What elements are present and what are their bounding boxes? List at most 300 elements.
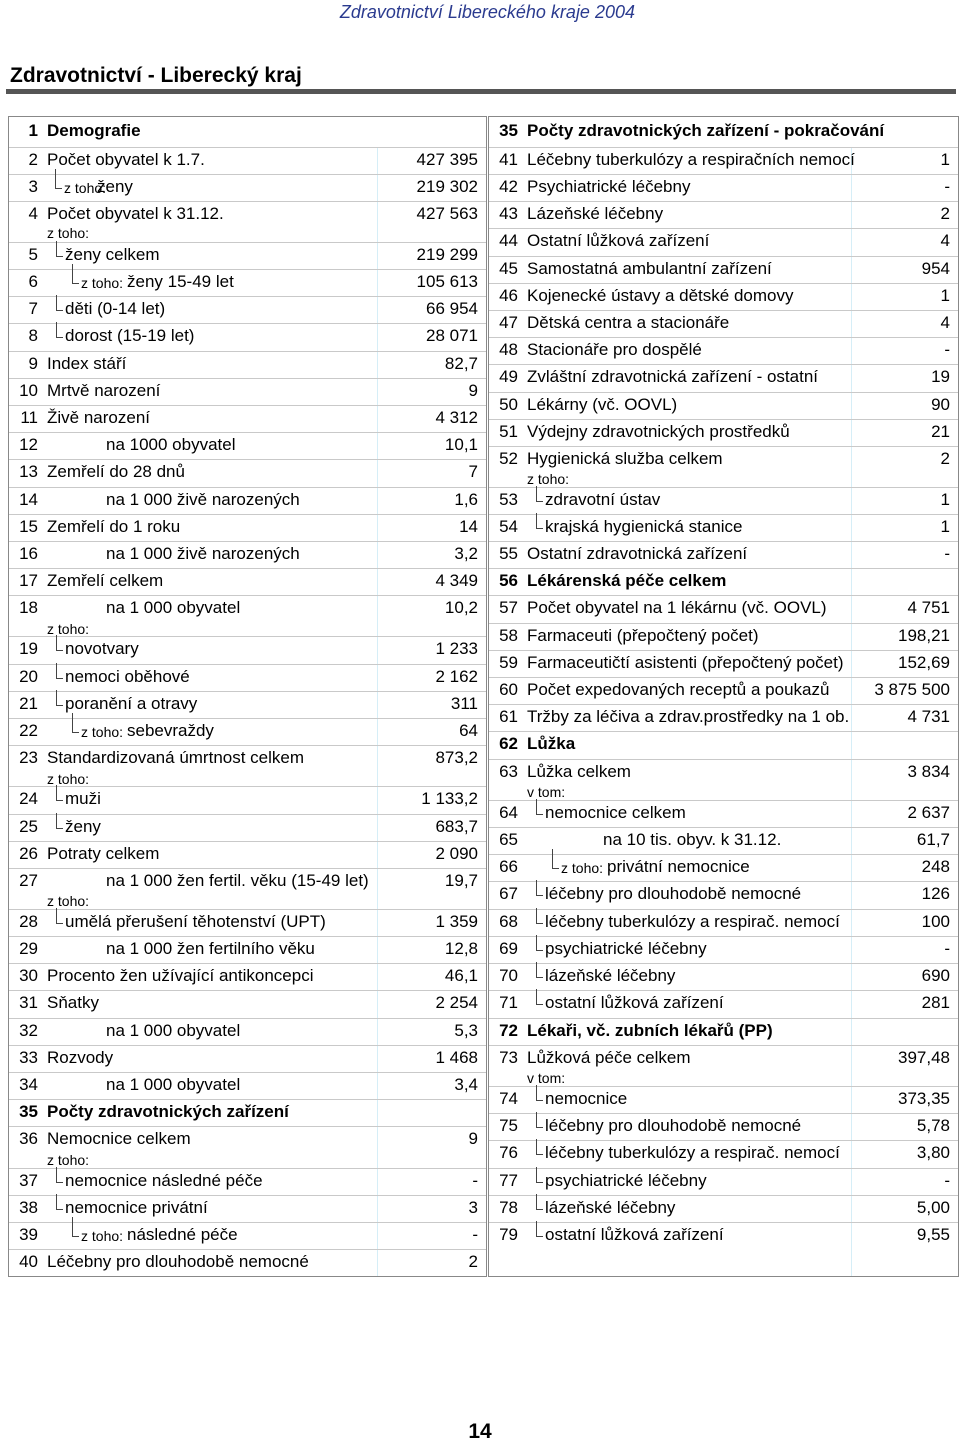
row-value: 21: [931, 422, 950, 441]
row-value: 954: [921, 259, 950, 278]
row-value: 12,8: [444, 939, 478, 958]
row-separator: [9, 541, 486, 542]
row-value: 9: [468, 381, 478, 400]
row-label: na 1 000 obyvatel: [106, 598, 241, 617]
row-number: 40: [19, 1252, 38, 1271]
table-row: [489, 571, 958, 593]
row-separator: [489, 759, 958, 760]
row-separator: [489, 174, 958, 175]
table-row: [9, 150, 486, 172]
row-label: ženy: [97, 177, 133, 196]
tree-connector: [72, 1217, 73, 1236]
row-label: psychiatrické léčebny: [545, 939, 707, 958]
table-row: [489, 1089, 958, 1111]
table-row: [489, 1198, 958, 1220]
row-number: 53: [499, 490, 518, 509]
tree-connector: [536, 935, 537, 950]
tree-connector: [536, 1154, 543, 1155]
row-number: 29: [19, 939, 38, 958]
row-label: Počet expedovaných receptů a poukazů: [527, 680, 830, 699]
row-value: 373,35: [898, 1089, 950, 1108]
table-row: [489, 1143, 958, 1165]
row-label: ženy: [65, 817, 101, 836]
row-value: 198,21: [898, 626, 950, 645]
row-separator: [489, 623, 958, 624]
tree-connector: [536, 977, 543, 978]
row-value: 2 162: [435, 667, 478, 686]
row-value: 126: [921, 884, 950, 903]
row-label: děti (0-14 let): [65, 299, 166, 318]
tree-connector: [56, 828, 63, 829]
table-row: [9, 721, 486, 743]
row-value: -: [472, 1225, 478, 1244]
row-separator: [9, 990, 486, 991]
row-separator: [489, 1045, 958, 1046]
table-row: [489, 177, 958, 199]
table-row: [9, 1129, 486, 1151]
row-value: 19: [931, 367, 950, 386]
row-value: 10,2: [444, 598, 478, 617]
tree-connector: [56, 1194, 57, 1209]
row-separator: [9, 745, 486, 746]
row-label: privátní nemocnice: [607, 857, 750, 876]
row-number: 66: [499, 857, 518, 876]
tree-connector: [552, 868, 559, 869]
row-value: 3,80: [916, 1143, 950, 1162]
row-value: 427 563: [416, 204, 478, 223]
row-separator: [489, 909, 958, 910]
table-row: [489, 449, 958, 471]
left-table-panel: [8, 116, 487, 1277]
table-row: [489, 993, 958, 1015]
table-row: [489, 653, 958, 675]
row-label: Lékárenská péče celkem: [527, 571, 727, 590]
row-label: ženy celkem: [65, 245, 160, 264]
row-number: 64: [499, 803, 518, 822]
row-separator: [9, 459, 486, 460]
row-number: 32: [19, 1021, 38, 1040]
row-label: na 10 tis. obyv. k 31.12.: [603, 830, 782, 849]
row-separator: [489, 650, 958, 651]
tree-connector: [536, 908, 537, 923]
row-label: lázeňské léčebny: [545, 1198, 676, 1217]
row-label: Počty zdravotnických zařízení: [47, 1102, 289, 1121]
row-number: 24: [19, 789, 38, 808]
tree-connector: [56, 635, 57, 650]
row-value: -: [472, 1171, 478, 1190]
tree-connector: [536, 799, 537, 814]
tree-connector: [56, 322, 57, 337]
row-value: 1: [940, 286, 950, 305]
row-prefix-note: z toho:: [561, 860, 604, 876]
row-label: Počet obyvatel k 1.7.: [47, 150, 205, 169]
table-row: [9, 993, 486, 1015]
row-number: 2: [28, 150, 38, 169]
tree-connector: [536, 1221, 537, 1236]
row-number: 9: [28, 354, 38, 373]
table-row: [9, 966, 486, 988]
row-separator: [9, 1018, 486, 1019]
table-row: [489, 626, 958, 648]
table-row: [489, 367, 958, 389]
row-label: Farmaceutičtí asistenti (přepočtený počet): [527, 653, 844, 672]
row-separator: [489, 147, 958, 148]
row-number: 77: [499, 1171, 518, 1190]
row-separator: [489, 963, 958, 964]
table-row: [9, 1171, 486, 1193]
subgroup-note: z toho:: [47, 1152, 90, 1168]
row-label: poranění a otravy: [65, 694, 198, 713]
row-label: nemocnice: [545, 1089, 628, 1108]
table-row: [489, 803, 958, 825]
row-number: 47: [499, 313, 518, 332]
row-number: 3: [28, 177, 38, 196]
row-label: Zemřelí do 1 roku: [47, 517, 181, 536]
row-number: 37: [19, 1171, 38, 1190]
tree-connector: [536, 1209, 543, 1210]
row-separator: [9, 936, 486, 937]
table-row: [489, 150, 958, 172]
table-row: [9, 789, 486, 811]
table-row: [489, 680, 958, 702]
table-row: [9, 354, 486, 376]
table-row: [9, 1048, 486, 1070]
table-row: [489, 204, 958, 226]
row-number: 38: [19, 1198, 38, 1217]
row-label: na 1 000 žen fertil. věku (15-49 let): [106, 871, 369, 890]
row-value: 100: [921, 912, 950, 931]
row-number: 17: [19, 571, 38, 590]
table-row: [9, 408, 486, 430]
row-number: 20: [19, 667, 38, 686]
row-separator: [489, 854, 958, 855]
tree-connector: [536, 1236, 543, 1237]
table-row: [9, 204, 486, 226]
row-separator: [489, 419, 958, 420]
row-separator: [9, 1249, 486, 1250]
row-number: 15: [19, 517, 38, 536]
table-row: [9, 435, 486, 457]
row-value: -: [944, 340, 950, 359]
row-number: 28: [19, 912, 38, 931]
row-label: Léčebny tuberkulózy a respiračních nemocí: [527, 150, 855, 169]
tree-connector: [72, 1236, 79, 1237]
row-label: ženy 15-49 let: [127, 272, 234, 291]
row-separator: [9, 147, 486, 148]
row-separator: [489, 446, 958, 447]
row-number: 35: [19, 1102, 38, 1121]
row-label: krajská hygienická stanice: [545, 517, 743, 536]
row-number: 34: [19, 1075, 38, 1094]
row-label: umělá přerušení těhotenství (UPT): [65, 912, 326, 931]
row-separator: [489, 1086, 958, 1087]
row-number: 23: [19, 748, 38, 767]
row-separator: [489, 201, 958, 202]
row-separator: [489, 704, 958, 705]
row-prefix-note: z toho:: [81, 724, 124, 740]
row-label: nemoci oběhové: [65, 667, 190, 686]
row-label: ostatní lůžková zařízení: [545, 1225, 724, 1244]
row-number: 48: [499, 340, 518, 359]
page-title: Zdravotnictví - Liberecký kraj: [10, 64, 302, 87]
tree-connector: [56, 663, 57, 678]
table-row: [9, 844, 486, 866]
row-label: Samostatná ambulantní zařízení: [527, 259, 772, 278]
row-label: Lékaři, vč. zubních lékařů (PP): [527, 1021, 773, 1040]
row-separator: [489, 514, 958, 515]
row-value: 3,4: [454, 1075, 478, 1094]
row-separator: [9, 664, 486, 665]
row-separator: [489, 1195, 958, 1196]
row-number: 21: [19, 694, 38, 713]
row-separator: [9, 432, 486, 433]
table-row: [489, 1116, 958, 1138]
row-value: 397,48: [898, 1048, 950, 1067]
row-number: 59: [499, 653, 518, 672]
row-label: sebevraždy: [127, 721, 214, 740]
table-row: [489, 231, 958, 253]
row-separator: [489, 337, 958, 338]
row-value: 3 875 500: [874, 680, 950, 699]
row-value: 2 090: [435, 844, 478, 863]
row-label: na 1 000 živě narozených: [106, 544, 300, 563]
row-separator: [9, 1126, 486, 1127]
row-number: 79: [499, 1225, 518, 1244]
row-number: 55: [499, 544, 518, 563]
tree-connector: [72, 732, 79, 733]
subgroup-note: z toho:: [47, 225, 90, 241]
row-separator: [9, 568, 486, 569]
subgroup-note: z toho:: [47, 893, 90, 909]
table-row: [489, 707, 958, 729]
row-separator: [489, 1018, 958, 1019]
row-value: 2: [940, 204, 950, 223]
row-label: Potraty celkem: [47, 844, 160, 863]
row-separator: [9, 351, 486, 352]
row-value: 1: [940, 150, 950, 169]
row-separator: [489, 364, 958, 365]
row-separator: [9, 1195, 486, 1196]
row-separator: [9, 1099, 486, 1100]
table-row: [9, 871, 486, 893]
tree-connector: [56, 800, 63, 801]
row-number: 46: [499, 286, 518, 305]
tree-connector: [536, 814, 543, 815]
row-number: 26: [19, 844, 38, 863]
row-label: novotvary: [65, 639, 139, 658]
row-separator: [489, 595, 958, 596]
row-label: Zemřelí do 28 dnů: [47, 462, 185, 481]
row-value: 3 834: [907, 762, 950, 781]
table-row: [489, 259, 958, 281]
row-number: 78: [499, 1198, 518, 1217]
row-number: 68: [499, 912, 518, 931]
tree-connector: [536, 962, 537, 977]
row-value: 90: [931, 395, 950, 414]
row-value: 5,00: [916, 1198, 950, 1217]
row-value: 3,2: [454, 544, 478, 563]
row-value: 1 133,2: [421, 789, 478, 808]
row-separator: [9, 1168, 486, 1169]
running-header: Zdravotnictví Libereckého kraje 2004: [339, 2, 635, 22]
title-rule: [6, 89, 956, 94]
row-label: muži: [65, 789, 101, 808]
table-row: [489, 395, 958, 417]
table-row: [9, 272, 486, 294]
tree-connector: [536, 1127, 543, 1128]
row-number: 41: [499, 150, 518, 169]
row-number: 12: [19, 435, 38, 454]
table-row: [489, 1021, 958, 1043]
row-label: na 1 000 obyvatel: [106, 1075, 241, 1094]
row-separator: [489, 1168, 958, 1169]
row-value: 2: [468, 1252, 478, 1271]
tree-connector: [536, 528, 543, 529]
row-value: 2 637: [907, 803, 950, 822]
row-label: nemocnice celkem: [545, 803, 686, 822]
tree-connector: [536, 989, 537, 1004]
row-value: 4: [940, 313, 950, 332]
row-label: nemocnice následné péče: [65, 1171, 263, 1190]
row-value: 5,3: [454, 1021, 478, 1040]
tree-connector: [536, 1112, 537, 1127]
row-label: léčebny pro dlouhodobě nemocné: [545, 1116, 802, 1135]
tree-connector: [536, 1194, 537, 1209]
table-row: [489, 884, 958, 906]
row-number: 35: [499, 121, 518, 140]
tree-connector: [536, 486, 537, 501]
page-number: 14: [468, 1420, 492, 1443]
tree-connector: [55, 169, 56, 188]
row-separator: [489, 881, 958, 882]
row-number: 75: [499, 1116, 518, 1135]
table-row: [9, 817, 486, 839]
row-separator: [489, 392, 958, 393]
row-number: 49: [499, 367, 518, 386]
row-label: léčebny pro dlouhodobě nemocné: [545, 884, 802, 903]
row-label: Psychiatrické léčebny: [527, 177, 691, 196]
row-value: -: [944, 939, 950, 958]
row-separator: [489, 228, 958, 229]
row-label: Výdejny zdravotnických prostředků: [527, 422, 790, 441]
row-separator: [489, 1113, 958, 1114]
row-value: 10,1: [444, 435, 478, 454]
row-number: 13: [19, 462, 38, 481]
row-label: Lůžka celkem: [527, 762, 631, 781]
row-separator: [9, 296, 486, 297]
row-separator: [9, 323, 486, 324]
table-row: [9, 490, 486, 512]
row-value: 4 751: [907, 598, 950, 617]
row-label: lázeňské léčebny: [545, 966, 676, 985]
row-label: Hygienická služba celkem: [527, 449, 723, 468]
row-label: Dětská centra a stacionáře: [527, 313, 730, 332]
table-row: [489, 544, 958, 566]
row-label: ostatní lůžková zařízení: [545, 993, 724, 1012]
row-number: 63: [499, 762, 518, 781]
row-value: 4 312: [435, 408, 478, 427]
row-number: 11: [20, 408, 38, 427]
row-number: 22: [19, 721, 38, 740]
tree-connector: [56, 337, 63, 338]
row-number: 5: [28, 245, 38, 264]
table-row: [9, 639, 486, 661]
row-value: 427 395: [416, 150, 478, 169]
row-label: Rozvody: [47, 1048, 114, 1067]
row-value: 219 299: [416, 245, 478, 264]
tree-connector: [56, 705, 63, 706]
row-separator: [489, 800, 958, 801]
row-value: -: [944, 1171, 950, 1190]
row-label: na 1 000 obyvatel: [106, 1021, 241, 1040]
row-separator: [9, 242, 486, 243]
row-value: 1 468: [435, 1048, 478, 1067]
row-value: 3: [468, 1198, 478, 1217]
table-row: [9, 517, 486, 539]
table-row: [9, 462, 486, 484]
row-separator: [489, 936, 958, 937]
tree-connector: [536, 1100, 543, 1101]
row-value: 690: [921, 966, 950, 985]
row-label: Zvláštní zdravotnická zařízení - ostatní: [527, 367, 819, 386]
row-separator: [9, 1072, 486, 1073]
row-label: Tržby za léčiva a zdrav.prostředky na 1 ob.: [527, 707, 850, 726]
row-label: Index stáří: [47, 354, 127, 373]
table-row: [489, 1225, 958, 1247]
row-value: 248: [921, 857, 950, 876]
table-row: [489, 490, 958, 512]
row-separator: [9, 514, 486, 515]
row-label: Nemocnice celkem: [47, 1129, 191, 1148]
table-row: [489, 857, 958, 879]
table-row: [9, 667, 486, 689]
table-row: [9, 1075, 486, 1097]
row-label: Počty zdravotnických zařízení - pokračování: [527, 121, 885, 140]
row-value: 46,1: [444, 966, 478, 985]
tree-connector: [536, 513, 537, 528]
row-prefix-note: z toho:: [64, 180, 107, 196]
row-separator: [489, 541, 958, 542]
row-label: dorost (15-19 let): [65, 326, 195, 345]
tree-connector: [56, 1167, 57, 1182]
table-row: [489, 340, 958, 362]
table-row: [9, 299, 486, 321]
row-value: 14: [459, 517, 478, 536]
row-value: 683,7: [435, 817, 478, 836]
row-value: 1 233: [435, 639, 478, 658]
row-separator: [9, 963, 486, 964]
row-value: 2 254: [435, 993, 478, 1012]
subgroup-note: z toho:: [47, 621, 90, 637]
tree-connector: [536, 1182, 543, 1183]
row-separator: [489, 677, 958, 678]
tree-connector: [56, 678, 63, 679]
row-value: -: [944, 544, 950, 563]
row-label: Lůžka: [527, 734, 576, 753]
table-row: [9, 177, 486, 199]
row-number: 62: [499, 734, 518, 753]
row-prefix-note: z toho:: [81, 275, 124, 291]
row-label: Mrtvě narození: [47, 381, 161, 400]
row-number: 1: [28, 121, 38, 140]
row-number: 7: [28, 299, 38, 318]
table-row: [489, 422, 958, 444]
table-row: [9, 1198, 486, 1220]
row-label: Lázeňské léčebny: [527, 204, 664, 223]
table-row: [489, 598, 958, 620]
row-number: 57: [499, 598, 518, 617]
tree-connector: [536, 1004, 543, 1005]
